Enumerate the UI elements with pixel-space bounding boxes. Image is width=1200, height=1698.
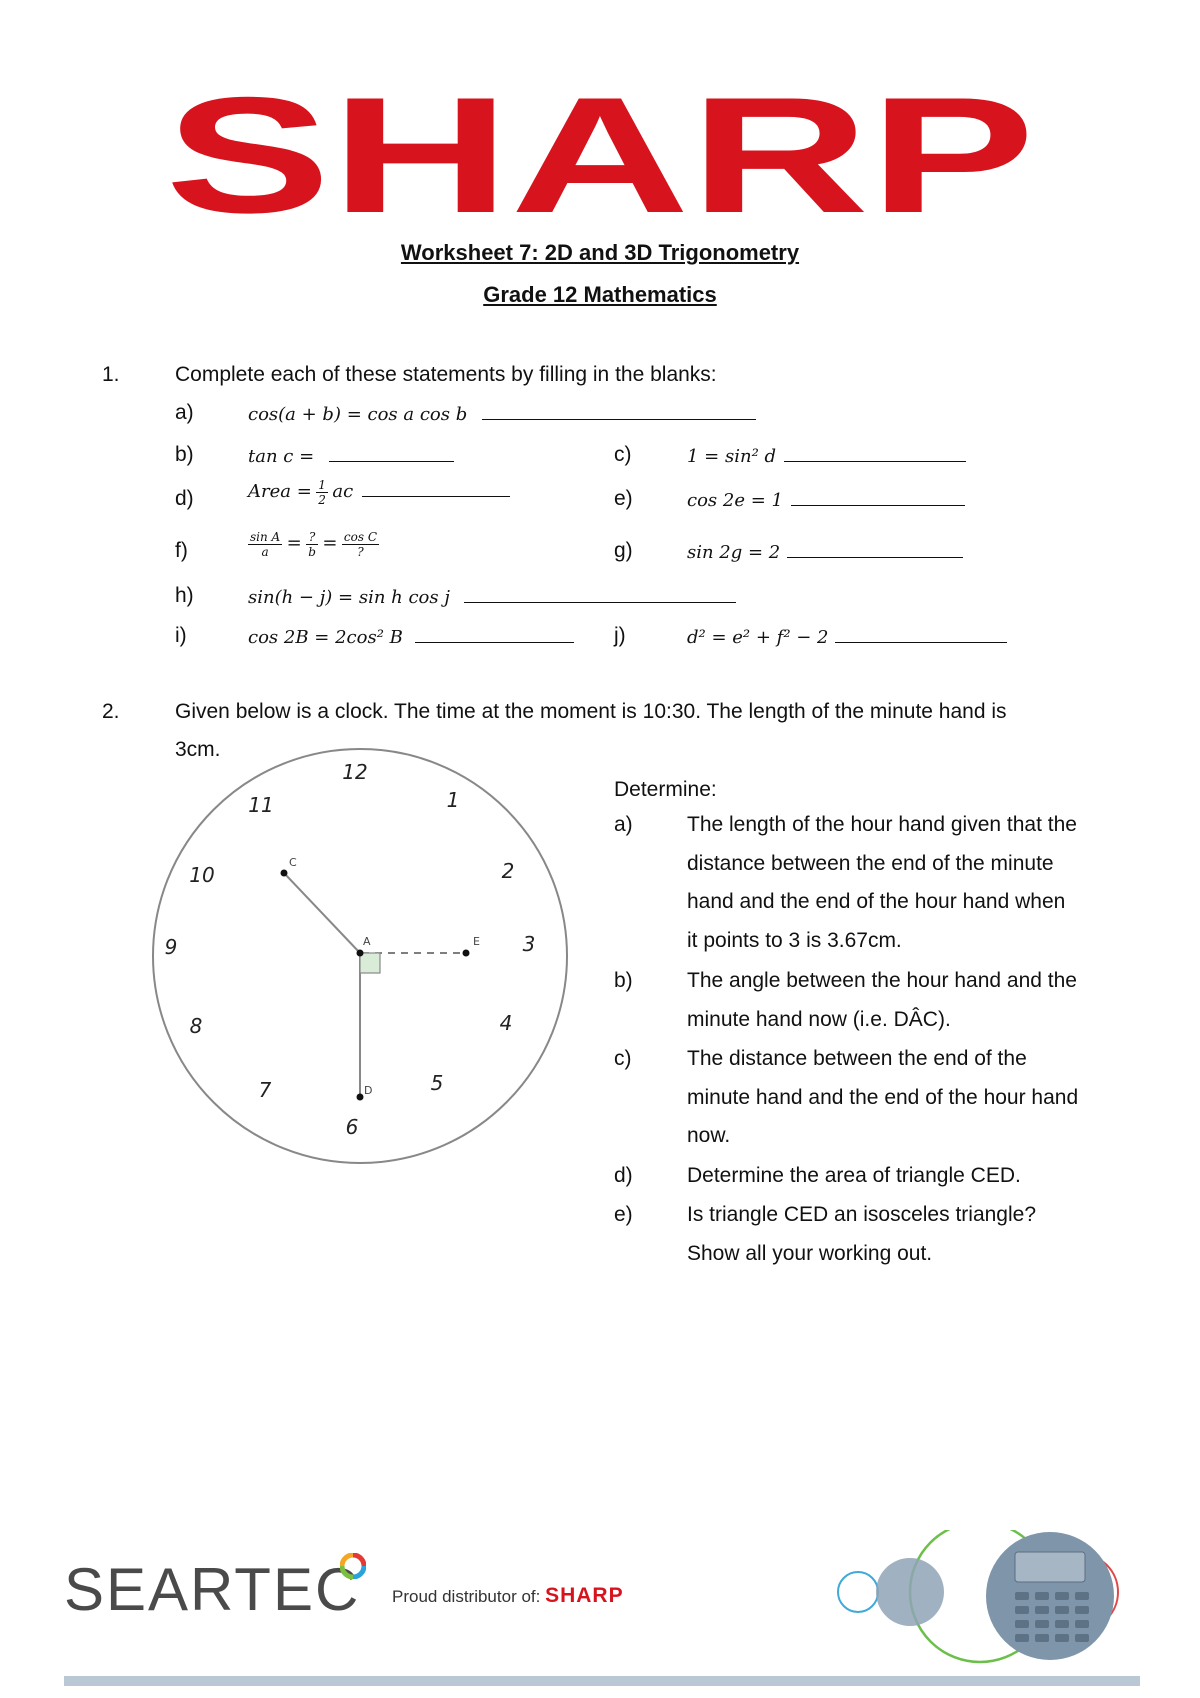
answer-blank[interactable] (464, 584, 736, 603)
answer-blank[interactable] (835, 624, 1007, 643)
label-d: D (364, 1084, 373, 1097)
determine-heading: Determine: (614, 778, 717, 801)
hour-hand (284, 873, 360, 953)
q1-expr-b: tan c = (248, 446, 315, 467)
fraction: $\frac{\text{sin A}}{a}$ (250, 530, 281, 559)
calculator-graphic (830, 1530, 1150, 1670)
clock-number: 2 (501, 859, 515, 883)
fraction: $\frac{?}{b}$ (308, 530, 316, 559)
q1-expr-d-post: ac (332, 481, 354, 502)
part-b (687, 962, 1077, 1039)
q1-expr-i: cos 2B = 2cos² B (248, 627, 403, 648)
q2-intro-line1: Given below is a clock. The time at the moment is 10:30. The length of the minute hand is (175, 700, 1007, 723)
part-c-line: now. (687, 1124, 731, 1147)
part-a-line: it points to 3 is 3.67cm. (687, 928, 902, 952)
q1-item-h (248, 584, 736, 608)
label-e: E (473, 935, 480, 948)
q1-item-f: $\frac{\text{sin A}}{a}$ = $\frac{?}{b}$ = $\frac{\text{cos C}}{?}$ (250, 530, 378, 559)
answer-blank[interactable] (482, 401, 756, 420)
q1-label-b: b) (175, 443, 194, 466)
answer-blank[interactable] (329, 443, 454, 462)
part-label-b: b) (614, 969, 633, 992)
q1-expr-d-pre: Area = (248, 481, 312, 502)
answer-blank[interactable] (791, 487, 965, 506)
worksheet-subtitle: Grade 12 Mathematics (483, 282, 717, 307)
footer-sharp-logo: SHARP (545, 1584, 624, 1607)
q1-expr-j: d² = e² + f² − 2 (687, 627, 829, 648)
q1-item-b (248, 443, 454, 467)
calculator-icon (986, 1532, 1114, 1660)
label-a: A (363, 935, 371, 948)
point-c (281, 870, 288, 877)
clock-numbers (165, 760, 536, 1139)
part-label-a: a) (614, 813, 633, 836)
blue-ring-icon (838, 1572, 878, 1612)
q1-expr-g: sin 2g = 2 (687, 542, 781, 563)
clock-number: 8 (189, 1014, 203, 1038)
seartec-logo: SEARTEC (64, 1556, 361, 1623)
q1-label-j: j) (614, 624, 626, 647)
footer-bar (64, 1676, 1140, 1686)
q1-label-e: e) (614, 487, 633, 510)
q1-label-c: c) (614, 443, 632, 466)
q1-item-a (248, 401, 756, 425)
q1-expr-e: cos 2e = 1 (687, 490, 783, 511)
seartec-mark-icon (340, 1553, 366, 1579)
clock-number: 9 (164, 935, 178, 959)
sharp-logo (160, 92, 1040, 227)
clock-number: 3 (522, 932, 536, 956)
part-e-line: Is triangle CED an isosceles triangle? (687, 1203, 1037, 1226)
q1-label-f: f) (175, 539, 188, 562)
q1-item-g (687, 539, 963, 563)
part-d (687, 1157, 1021, 1196)
part-c (687, 1040, 1078, 1156)
point-a (357, 950, 364, 957)
q1-label-g: g) (614, 539, 633, 562)
part-label-c: c) (614, 1047, 632, 1070)
part-a-line: distance between the end of the minute (687, 851, 1054, 875)
q1-item-d (248, 478, 510, 507)
part-a (687, 806, 1077, 960)
part-c-line: minute hand and the end of the hour hand (687, 1085, 1079, 1109)
sharp-logo-text: SHARP (165, 92, 1035, 227)
part-e (687, 1196, 1036, 1273)
clock-number: 11 (248, 793, 274, 817)
clock-number: 6 (345, 1115, 359, 1139)
q1-label-h: h) (175, 584, 194, 607)
part-b-line: The angle between the hour hand and the (687, 969, 1077, 992)
q1-expr-h: sin(h − j) = sin h cos j (248, 587, 450, 608)
q1-item-i (248, 624, 574, 648)
part-label-e: e) (614, 1203, 633, 1226)
q1-label-i: i) (175, 624, 187, 647)
worksheet-title: Worksheet 7: 2D and 3D Trigonometry (400, 240, 800, 265)
answer-blank[interactable] (362, 478, 510, 497)
point-d (357, 1094, 364, 1101)
fraction: $\frac{1}{2}$ (318, 478, 326, 508)
part-e-line: Show all your working out. (687, 1241, 933, 1265)
part-c-line: The distance between the end of the (687, 1047, 1027, 1070)
answer-blank[interactable] (784, 443, 966, 462)
clock-number: 7 (258, 1078, 272, 1102)
part-b-line: minute hand now (i.e. DÂC). (687, 1007, 951, 1031)
q1-item-e (687, 487, 965, 511)
q1-expr-c: 1 = sin² d (687, 446, 777, 467)
right-angle-marker (360, 953, 380, 973)
answer-blank[interactable] (787, 539, 963, 558)
clock-number: 4 (499, 1011, 513, 1035)
q1-number: 1. (102, 363, 120, 386)
clock-diagram (140, 745, 580, 1165)
answer-blank[interactable] (415, 624, 574, 643)
q1-label-d: d) (175, 487, 194, 510)
q1-expr-a: cos(a + b) = cos a cos b (248, 404, 468, 425)
clock-number: 5 (430, 1071, 444, 1095)
clock-number: 10 (189, 863, 215, 887)
label-c: C (289, 856, 297, 869)
clock-number: 12 (342, 760, 368, 784)
q1-instruction: Complete each of these statements by filling in the blanks: (175, 363, 717, 386)
part-a-line: hand and the end of the hour hand when (687, 890, 1066, 913)
q1-label-a: a) (175, 401, 194, 424)
q2-intro-line2: 3cm. (175, 738, 221, 761)
small-calculator-icon (876, 1558, 944, 1626)
part-d-line: Determine the area of triangle CED. (687, 1164, 1021, 1187)
q1-item-j (687, 624, 1007, 648)
part-a-line: The length of the hour hand given that the (687, 813, 1077, 836)
fraction: $\frac{\text{cos C}}{?}$ (343, 530, 378, 559)
q2-number: 2. (102, 700, 120, 723)
q1-item-c (687, 443, 966, 467)
clock-number: 1 (446, 788, 460, 812)
footer-tagline: Proud distributor of: SHARP (392, 1584, 624, 1607)
part-label-d: d) (614, 1164, 633, 1187)
point-e (463, 950, 470, 957)
